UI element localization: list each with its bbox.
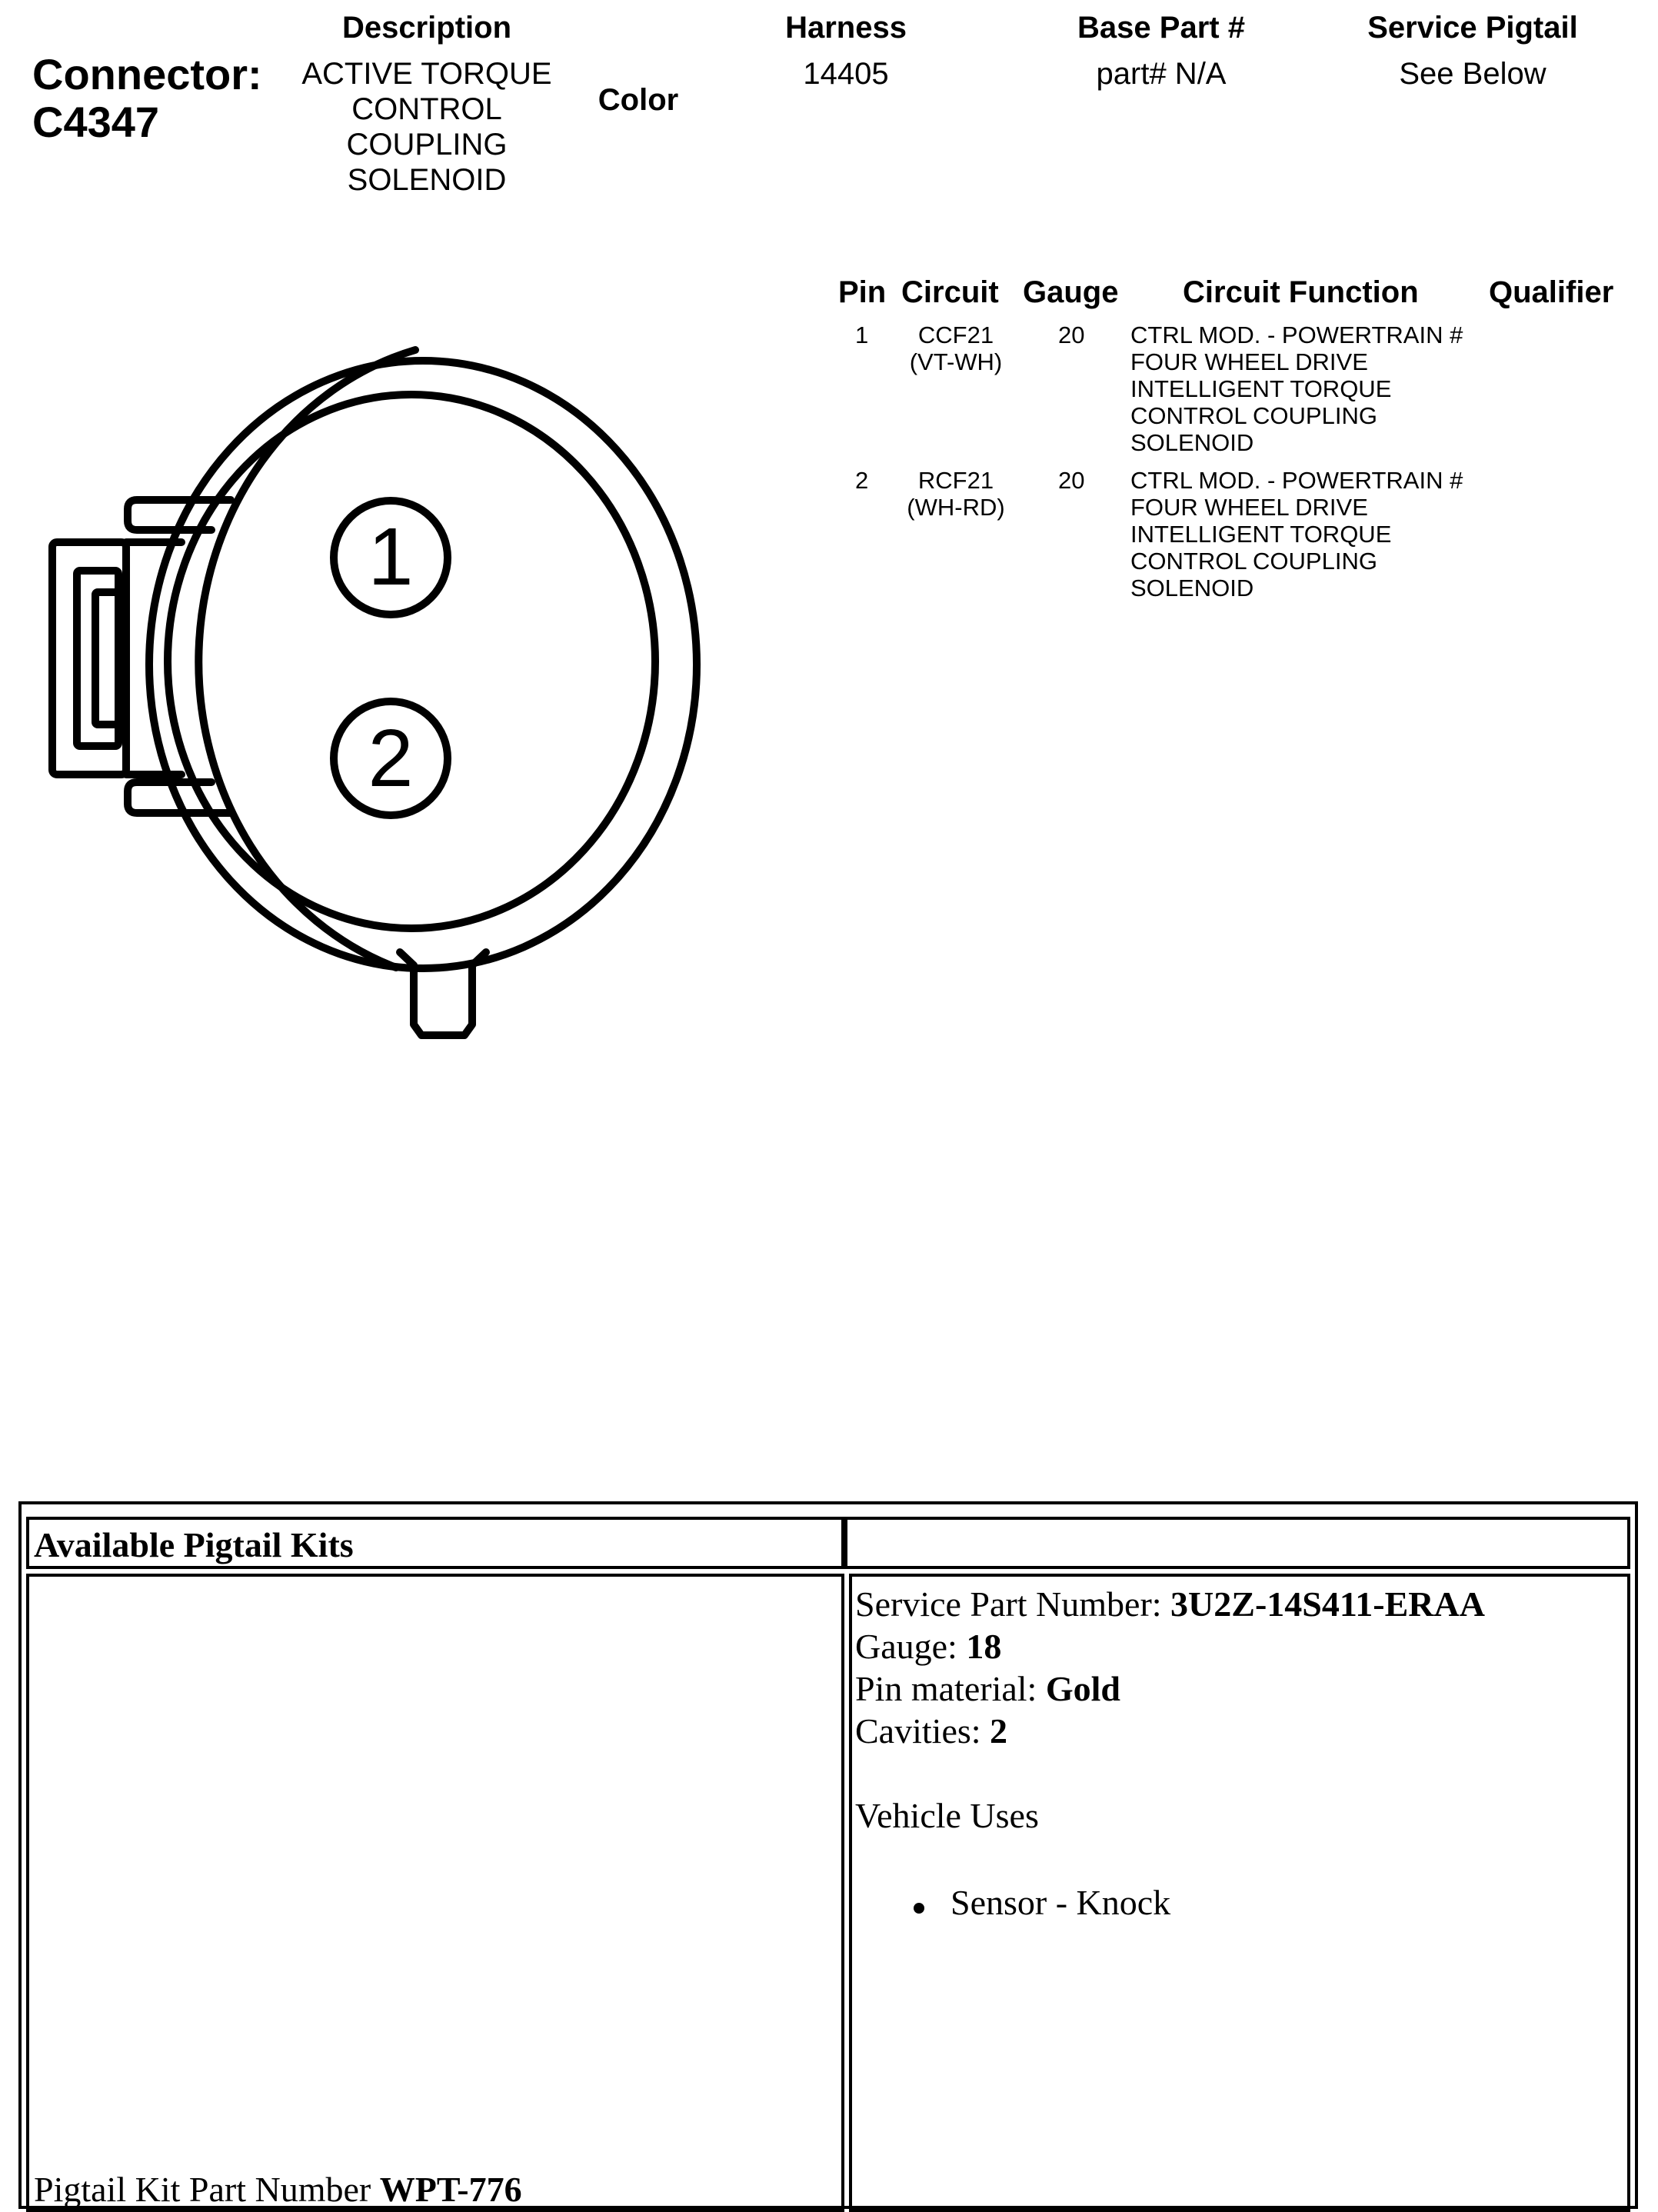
function-line: FOUR WHEEL DRIVE: [1130, 348, 1368, 375]
connector-id: C4347: [32, 98, 160, 146]
circuit-cell: [884, 321, 1027, 375]
gauge-col-header: Gauge: [1023, 275, 1119, 309]
pin-cell: 1: [855, 321, 869, 348]
gauge-cell: 20: [1058, 467, 1085, 494]
color-header: Color: [598, 83, 679, 117]
pin-number-2: 2: [368, 713, 414, 804]
cavities-value: 2: [990, 1711, 1008, 1751]
circuit-code: CCF21: [917, 321, 994, 348]
function-line: FOUR WHEEL DRIVE: [1130, 494, 1368, 521]
function-line: SOLENOID: [1130, 575, 1254, 601]
description-line: SOLENOID: [347, 163, 507, 197]
service-pigtail-value: See Below: [1399, 57, 1546, 91]
qualifier-col-header: Qualifier: [1489, 275, 1614, 309]
pigtail-title: Available Pigtail Kits: [34, 1525, 354, 1564]
pigtail-gauge: [855, 1625, 1485, 1667]
pigtail-title-cell: [26, 1517, 844, 1569]
circuit-code: RCF21: [917, 467, 994, 494]
bullet-icon: [914, 1903, 924, 1914]
function-line: CONTROL COUPLING: [1130, 402, 1377, 429]
base-part-header: Base Part #: [1077, 11, 1245, 45]
circuit-col-header: Circuit: [901, 275, 999, 309]
function-line: INTELLIGENT TORQUE: [1130, 521, 1392, 548]
vehicle-use-label: Sensor - Knock: [951, 1883, 1171, 1922]
service-part-label: Service Part Number:: [855, 1584, 1162, 1624]
description-value: [269, 56, 584, 198]
vehicle-uses-list: [855, 1881, 1485, 1924]
pin-material: [855, 1667, 1485, 1710]
pin-number-1: 1: [368, 511, 414, 602]
circuit-function-col-header: Circuit Function: [1183, 275, 1419, 309]
gauge-value: 18: [966, 1627, 1002, 1666]
function-line: CONTROL COUPLING: [1130, 548, 1377, 575]
harness-value: 14405: [803, 57, 889, 91]
pigtail-title-empty-cell: [844, 1517, 1630, 1569]
service-part-value: 3U2Z-14S411-ERAA: [1170, 1584, 1485, 1624]
function-line: SOLENOID: [1130, 429, 1254, 456]
circuit-cell: [884, 467, 1027, 521]
vehicle-uses-heading: Vehicle Uses: [855, 1796, 1039, 1835]
description-line: ACTIVE TORQUE: [301, 57, 552, 91]
function-line: INTELLIGENT TORQUE: [1130, 375, 1392, 402]
pin-col-header: Pin: [838, 275, 887, 309]
kit-label: Pigtail Kit Part Number: [34, 2170, 371, 2209]
pin-cell: 2: [855, 467, 869, 494]
circuit-color: (VT-WH): [909, 348, 1003, 375]
function-cell: [1130, 321, 1463, 456]
circuit-color: (WH-RD): [907, 494, 1005, 521]
cavities-label: Cavities:: [855, 1711, 981, 1751]
pin-material-value: Gold: [1045, 1669, 1120, 1708]
pigtail-image-cell: [26, 1574, 844, 2212]
connector-label: Connector:: [32, 50, 262, 98]
connector-face-diagram: [0, 323, 738, 1061]
function-line: CTRL MOD. - POWERTRAIN #: [1130, 321, 1463, 348]
gauge-cell: 20: [1058, 321, 1085, 348]
pigtail-details-cell: [849, 1574, 1630, 2212]
pigtail-details: [855, 1583, 1485, 1924]
vehicle-use-item: [855, 1881, 1485, 1924]
base-part-value: part# N/A: [1096, 57, 1227, 91]
description-line: CONTROL: [351, 92, 502, 126]
cavities: [855, 1710, 1485, 1752]
function-cell: [1130, 467, 1463, 601]
description-header: Description: [341, 11, 512, 45]
pin-material-label: Pin material:: [855, 1669, 1037, 1708]
connector-latch-slot: [95, 592, 118, 725]
service-pigtail-header: Service Pigtail: [1367, 11, 1578, 45]
connector-face: [168, 395, 655, 928]
function-line: CTRL MOD. - POWERTRAIN #: [1130, 467, 1463, 494]
pigtail-kit-part-number: [34, 2169, 522, 2210]
kit-value: WPT-776: [379, 2170, 522, 2209]
harness-header: Harness: [785, 11, 907, 45]
service-part-number: [855, 1583, 1485, 1625]
connector-housing: [149, 361, 697, 968]
gauge-label: Gauge:: [855, 1627, 957, 1666]
description-line: COUPLING: [346, 128, 508, 162]
